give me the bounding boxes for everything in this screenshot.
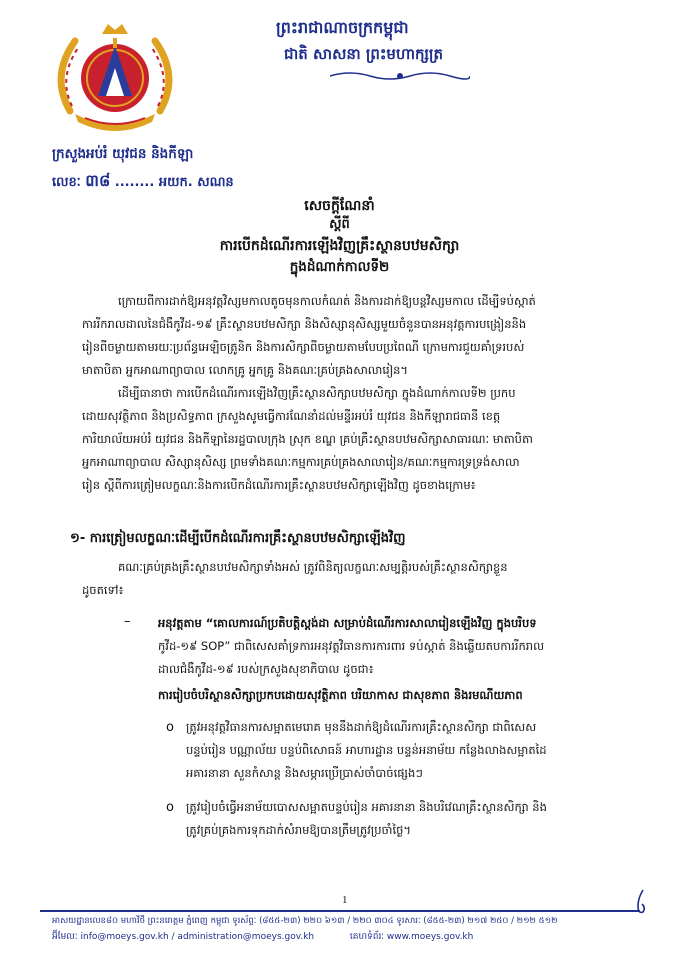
email-links[interactable]: info@moeys.gov.kh / administration@moeys.gov.kh: [80, 932, 315, 942]
page-number: 1: [342, 894, 348, 906]
website-link[interactable]: www.moeys.gov.kh: [386, 932, 474, 942]
paragraph-purpose: [82, 382, 638, 497]
paragraph-line: រៀន ស្តីពីការត្រៀមលក្ខណៈនិងការបើកដំណើរការគ្រឹះស្ថានបឋមសិក្សាឡើងវិញ ដូចខាងក្រោម៖: [82, 478, 476, 492]
paragraph-line: អគារនានា សួនកំសាន្ត និងសម្ភារប្រើប្រាស់ចាំបាច់ផ្សេងៗ: [186, 766, 423, 780]
paragraph-line: ត្រូវរៀបចំធ្វើអនាម័យបោសសម្អាតបន្ទប់រៀន អគារនានា និងបរិវេណគ្រឹះស្ថានសិក្សា និង: [186, 800, 547, 814]
reference-number: ៣៨: [85, 171, 111, 190]
email-label: អ៊ីមែលៈ: [52, 932, 78, 942]
footer-divider: [40, 910, 640, 912]
section-heading: ១- ការត្រៀមលក្ខណៈដើម្បីបើកដំណើរការគ្រឹះស្ថានបឋមសិក្សាឡើងវិញ: [70, 531, 406, 546]
paragraph-line: មាតាបិតា អ្នកអាណាព្យាបាល លោកគ្រូ អ្នកគ្រូ និងគណៈគ្រប់គ្រងសាលារៀន។: [82, 363, 409, 377]
ministry-name: ក្រសួងអប់រំ យុវជន និងកីឡា: [52, 146, 194, 162]
bullet-marker: o: [166, 720, 174, 735]
subheading: ការរៀបចំបរិស្ថានសិក្សាប្រកបដោយសុវត្ថិភាព បរិយាកាស ជាសុខភាព និងរមណីយភាព: [158, 688, 523, 702]
paragraph-line: ដោយសុវត្ថិភាព និងប្រសិទ្ធភាព ក្រសួងសូមធ្វើការណែនាំដល់មន្ទីរអប់រំ យុវជន និងកីឡារាជធានី ខេត្ត: [82, 409, 501, 423]
paragraph-intro: [82, 290, 638, 382]
paragraph-line: ដើម្បីធានាថា ការបើកដំណើរការឡើងវិញគ្រឹះស្ថានសិក្សាបឋមសិក្សា ក្នុងដំណាក់កាលទី២ ប្រកប: [118, 386, 516, 400]
national-motto: ជាតិ សាសនា ព្រះមហាក្សត្រ: [284, 45, 443, 63]
paragraph-line: រៀនពីចម្ងាយតាមរយៈប្រព័ន្ធអេឡិចត្រូនិក និងការសិក្សាពីចម្ងាយតាមបែបប្រពៃណី ក្រោមការជួយគាំទ្ររបស់: [82, 340, 525, 354]
footer-address: អាសយដ្ឋានលេខ៨០ មហាវិថី ព្រះនរោត្តម ភ្នំពេញ កម្ពុជា ទូរស័ព្ទៈ (៨៥៥-២៣) ២២០ ៦១៣ / ២២០ ៣០៤ ទូរសារៈ (៨៥៥-២៣) ២១៧ ២៥០ / ២១២ ៥១២: [52, 916, 558, 926]
dash-marker: –: [124, 614, 131, 629]
reference-dots: ........: [114, 175, 155, 190]
paragraph-line: ត្រូវគ្រប់គ្រងការទុកដាក់សំរាមឱ្យបានត្រឹមត្រូវប្រចាំថ្ងៃ។: [186, 823, 412, 837]
bullet-item: [186, 716, 638, 785]
paragraph-line: គណៈគ្រប់គ្រងគ្រឹះស្ថានបឋមសិក្សាទាំងអស់ ត្រូវពិនិត្យលក្ខណៈសម្បត្តិរបស់គ្រឹះស្ថានសិក្សាខ្លួន: [118, 560, 508, 574]
reference-label: លេខៈ: [52, 175, 81, 190]
website-label: គេហទំព័រៈ: [349, 932, 385, 942]
bullet-marker: o: [166, 800, 174, 815]
section-intro: [82, 556, 638, 602]
footer-contact: [52, 930, 473, 945]
bullet-item: [186, 796, 638, 842]
paragraph-line: បន្ទប់រៀន បណ្ណាល័យ បន្ទប់ពិសោធន៍ អាហារដ្ឋាន បន្ទន់អនាម័យ កន្លែងលាងសម្អាតដៃ: [186, 743, 547, 757]
motto-ornament: [330, 70, 470, 82]
document-type: សេចក្តីណែនាំ: [304, 198, 375, 214]
document-phase: ក្នុងដំណាក់កាលទី២: [289, 259, 390, 275]
paragraph-line: ដាលជំងឺកូវីដ-១៩ របស់ក្រសួងសុខាភិបាល ដូចជា៖: [158, 662, 374, 676]
reference-line: [52, 170, 234, 194]
kingdom-heading: ព្រះរាជាណាចក្រកម្ពុជា: [276, 18, 409, 37]
paragraph-line: អ្នកអាណាព្យាបាល សិស្សានុសិស្ស ព្រមទាំងគណៈកម្មការគ្រប់គ្រងសាលារៀន/គណៈកម្មការទ្រទ្រង់សាលា: [82, 455, 520, 469]
title-about: ស្តីពី: [329, 217, 350, 232]
ministry-emblem: [40, 16, 190, 136]
paragraph-line: ត្រូវអនុវត្តវិធានការសម្អាតមេរោគ មុននឹងដាក់ឱ្យដំណើរការគ្រឹះស្ថានសិក្សា ជាពិសេស: [186, 720, 537, 734]
dash-item: [158, 612, 638, 681]
paragraph-line: អនុវត្តតាម “គោលការណ៍ប្រតិបត្តិស្តង់ដា សម្រាប់ដំណើរការសាលារៀនឡើងវិញ ក្នុងបរិបទ: [158, 616, 537, 630]
paragraph-line: ការិយាល័យអប់រំ យុវជន និងកីឡានៃរដ្ឋបាលក្រុង ស្រុក ខណ្ឌ គ្រប់គ្រឹះស្ថានបឋមសិក្សាសាធារណៈ មាតាបិតា: [82, 432, 533, 446]
reference-suffix: អយក. សណន: [158, 175, 234, 190]
paragraph-line: កូវីដ-១៩ SOP” ជាពិសេសគាំទ្រការអនុវត្តវិធានការការពារ ទប់ស្កាត់ និងឆ្លើយតបការរីករាល: [158, 639, 545, 653]
paragraph-line: ក្រោយពីការដាក់ឱ្យអនុវត្តវិស្សមកាលតូចមុនកាលកំណត់ និងការដាក់ឱ្យបន្តវិស្សមកាល ដើម្បីទប់ស្កាត់: [118, 294, 536, 308]
paragraph-line: ការរីករាលដាលនៃជំងឺកូវីដ-១៩ គ្រឹះស្ថានបឋមសិក្សា និងសិស្សានុសិស្សមួយចំនួនបានអនុវត្តការបង្រៀននិង: [82, 317, 527, 331]
paragraph-line: ដូចតទៅ៖: [82, 583, 124, 597]
document-subject: ការបើកដំណើរការឡើងវិញគ្រឹះស្ថានបឋមសិក្សា: [219, 238, 460, 254]
